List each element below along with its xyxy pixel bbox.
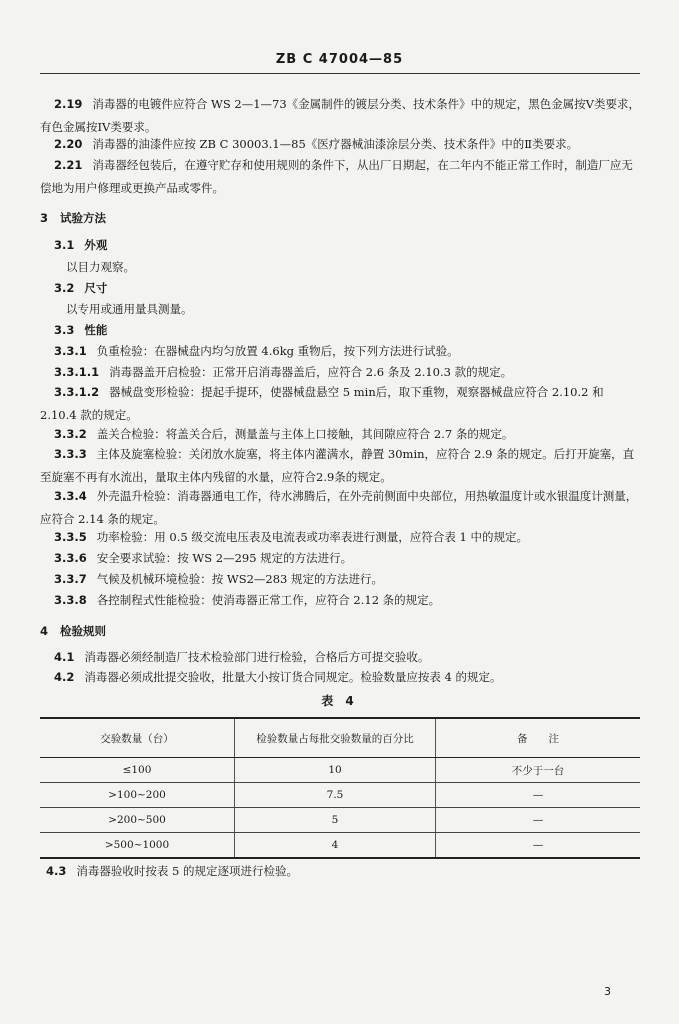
table-cell: 10: [235, 758, 436, 783]
clause-3-3-7: [40, 568, 640, 591]
clause-text: 消毒器必须成批提交验收，批量大小按订货合同规定。检验数量应按表 4 的规定。: [84, 670, 502, 684]
clause-number: 3.3.5: [54, 530, 87, 544]
clause-number: 3.3.4: [54, 489, 87, 503]
table-row: [40, 783, 640, 808]
clause-number: 3.1: [54, 238, 75, 252]
table-cell: 7.5: [235, 783, 436, 808]
clause-number: 3.2: [54, 281, 75, 295]
clause-number: 3.3.1: [54, 344, 87, 358]
clause-3-3-5: [40, 526, 640, 549]
clause-2-20: [40, 133, 640, 156]
table-row: [40, 808, 640, 833]
page-number: 3: [604, 985, 611, 998]
clause-text: 器械盘变形检验：提起手提环，使器械盘悬空 5 min后，取下重物，观察器械盘应符合 2.10.2 和 2.10.4 款的规定。: [40, 385, 604, 422]
clause-3-3: [40, 319, 640, 342]
clause-text: 消毒器经包装后，在遵守贮存和使用规则的条件下，从出厂日期起，在二年内不能正常工作时，制造厂应无偿地为用户修理或更换产品或零件。: [40, 158, 633, 195]
clause-number: 4.1: [54, 650, 75, 664]
clause-title: 尺寸: [84, 281, 108, 295]
clause-number: 3.3.1.1: [54, 365, 100, 379]
table-row: [40, 758, 640, 783]
clause-4-3: [46, 860, 646, 883]
clause-3-3-3: [40, 443, 640, 489]
table-cell: —: [436, 808, 641, 833]
header-cell: 检验数量占每批交验数量的百分比: [235, 718, 436, 758]
clause-3-3-4: [40, 485, 640, 531]
clause-3-1: [40, 234, 640, 257]
clause-number: 2.21: [54, 158, 83, 172]
clause-number: 4.2: [54, 670, 75, 684]
clause-number: 3.3.6: [54, 551, 87, 565]
table-cell: —: [436, 783, 641, 808]
table-cell: >200~500: [40, 808, 235, 833]
clause-3-3-8: [40, 589, 640, 612]
clause-number: 2.19: [54, 97, 83, 111]
clause-text: 盖关合检验：将盖关合后，测量盖与主体上口接触，其间隙应符合 2.7 条的规定。: [96, 427, 514, 441]
table-cell: 4: [235, 833, 436, 859]
clause-text: 气候及机械环境检验：按 WS2—283 规定的方法进行。: [96, 572, 384, 586]
clause-text: 功率检验：用 0.5 级交流电压表及电流表或功率表进行测量，应符合表 1 中的规定。: [96, 530, 528, 544]
document-header: ZB C 47004—85: [275, 52, 404, 67]
clause-text: 消毒器必须经制造厂技术检验部门进行检验，合格后方可提交验收。: [84, 650, 430, 664]
clause-3-1-body: 以目力观察。: [66, 260, 135, 274]
clause-number: 3.3.8: [54, 593, 87, 607]
table-cell: >100~200: [40, 783, 235, 808]
sampling-table: [40, 717, 640, 859]
clause-text: 各控制程式性能检验：使消毒器正常工作，应符合 2.12 条的规定。: [96, 593, 441, 607]
clause-text: 主体及旋塞检验：关闭放水旋塞，将主体内灌满水，静置 30min，应符合 2.9 条的规定。后打开旋塞，直至旋塞不再有水流出，量取主体内残留的水量，应符合2.9条的规定。: [40, 447, 635, 484]
section-3-heading: [40, 207, 640, 230]
clause-text: 负重检验：在器械盘内均匀放置 4.6kg 重物后，按下列方法进行试验。: [96, 344, 459, 358]
table-cell: 不少于一台: [436, 758, 641, 783]
clause-3-2-body: 以专用或通用量具测量。: [66, 302, 193, 316]
clause-number: 3.3.7: [54, 572, 87, 586]
section-4-heading: [40, 620, 640, 643]
clause-number: 3.3.3: [54, 447, 87, 461]
clause-number: 2.20: [54, 137, 83, 151]
section-title: 试验方法: [60, 211, 107, 225]
clause-text: 消毒器的电镀件应符合 WS 2—1—73《金属制件的镀层分类、技术条件》中的规定，黑色金属按V类要求，有色金属按IV类要求。: [40, 97, 640, 134]
clause-number: 3.3: [54, 323, 75, 337]
header-cell: 交验数量（台）: [40, 718, 235, 758]
clause-2-21: [40, 154, 640, 200]
clause-text: 消毒器验收时按表 5 的规定逐项进行检验。: [76, 864, 299, 878]
clause-4-2: [40, 666, 640, 689]
clause-title: 性能: [84, 323, 108, 337]
clause-title: 外观: [84, 238, 108, 252]
table-cell: 5: [235, 808, 436, 833]
table-cell: ≤100: [40, 758, 235, 783]
table-header-row: [40, 718, 640, 758]
clause-number: 4.3: [46, 864, 67, 878]
table-caption: 表 4: [321, 694, 358, 708]
table-row: [40, 833, 640, 859]
table-cell: >500~1000: [40, 833, 235, 859]
clause-text: 外壳温升检验：消毒器通电工作，待水沸腾后，在外壳前侧面中央部位，用热敏温度计或水银温度计测量，应符合 2.14 条的规定。: [40, 489, 638, 526]
clause-3-3-1: [40, 340, 640, 363]
section-number: 4: [40, 624, 49, 638]
section-number: 3: [40, 211, 49, 225]
section-title: 检验规则: [60, 624, 107, 638]
clause-text: 消毒器的油漆件应按 ZB C 30003.1—85《医疗器械油漆涂层分类、技术条件》中的Ⅱ类要求。: [92, 137, 579, 151]
clause-3-2: [40, 277, 640, 300]
clause-3-3-1-2: [40, 381, 640, 427]
clause-text: 消毒器盖开启检验：正常开启消毒器盖后，应符合 2.6 条及 2.10.3 款的规定。: [109, 365, 513, 379]
header-cell: 备 注: [436, 718, 641, 758]
clause-text: 安全要求试验：按 WS 2—295 规定的方法进行。: [96, 551, 353, 565]
clause-number: 3.3.2: [54, 427, 87, 441]
table-cell: —: [436, 833, 641, 859]
clause-3-3-6: [40, 547, 640, 570]
header-rule: [40, 73, 640, 74]
clause-number: 3.3.1.2: [54, 385, 100, 399]
